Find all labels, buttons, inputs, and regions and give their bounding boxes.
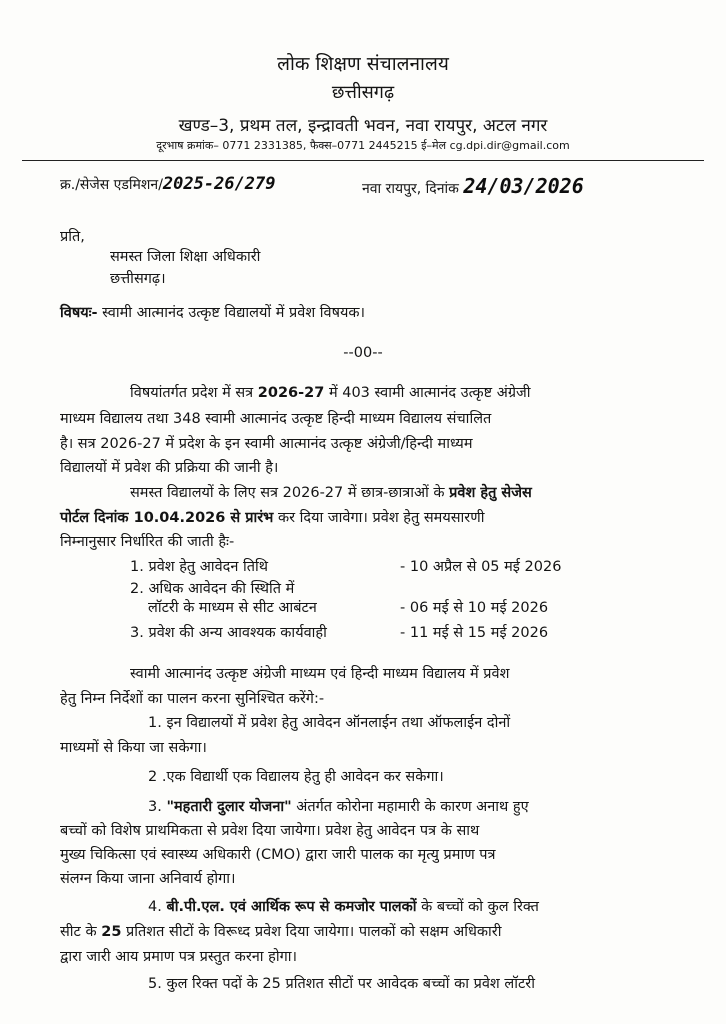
instruction-4-line-1 [148, 896, 539, 916]
instruction-5-line-1: 5. कुल रिक्त पदों के 25 प्रतिशत सीटों पर आवेदक बच्चों का प्रवेश लॉटरी [148, 976, 535, 992]
instruction-3-scheme: "महतारी दुलार योजना" [166, 799, 292, 815]
state-name: छत्तीसगढ़ [331, 82, 395, 103]
subject-line [60, 302, 365, 322]
reference-line [60, 174, 276, 194]
place-date-line [362, 174, 584, 198]
para1-line-2: माध्यम विद्यालय तथा 348 स्वामी आत्मानंद उत्कृष्ट हिन्दी माध्यम विद्यालय संचालित [60, 411, 492, 427]
instruction-3-number: 3. [148, 799, 167, 815]
letter-date: 24/03/2026 [463, 174, 584, 198]
para1-text-c: में 403 स्वामी आत्मानंद उत्कृष्ट अंग्रेजी [324, 385, 531, 401]
office-address: खण्ड–3, प्रथम तल, इन्द्रावती भवन, नवा रायपुर, अटल नगर [178, 116, 548, 136]
office-name: लोक शिक्षण संचालनालय [277, 53, 449, 75]
instruction-4-number: 4. [148, 899, 167, 915]
instruction-4-line-3: द्वारा जारी आय प्रमाण पत्र प्रस्तुत करना होगा। [60, 949, 298, 965]
instruction-3-line-1 [148, 796, 529, 816]
para2-line-1 [130, 482, 532, 502]
instruction-4-text-c: प्रतिशत सीटों के विरूध्द प्रवेश दिया जायेगा। पालकों को सक्षम अधिकारी [121, 924, 502, 940]
para3-line-1: स्वामी आत्मानंद उत्कृष्ट अंग्रेजी माध्यम एवं हिन्दी माध्यम विद्यालय में प्रवेश [130, 666, 510, 682]
contact-line: दूरभाष क्रमांक– 0771 2331385, फैक्स–0771 2445215 ई–मेल cg.dpi.dir@gmail.com [156, 139, 570, 152]
schedule-item-3-label: 3. प्रवेश की अन्य आवश्यक कार्यवाही [130, 625, 327, 641]
para2-text-a: समस्त विद्यालयों के लिए सत्र 2026-27 में छात्र-छात्राओं के [130, 485, 450, 501]
instruction-4-text: के बच्चों को कुल रिक्त [416, 899, 539, 915]
instruction-4-percent: 25 [101, 924, 122, 940]
schedule-item-1-label: 1. प्रवेश हेतु आवेदन तिथि [130, 559, 269, 575]
para1-line-4: विद्यालयों में प्रवेश की प्रक्रिया की जानी है। [60, 460, 279, 476]
instruction-1-line-1: 1. इन विद्यालयों में प्रवेश हेतु आवेदन ऑनलाईन तथा ऑफलाईन दोनों [148, 715, 511, 731]
instruction-3-line-3: मुख्य चिकित्सा एवं स्वास्थ्य अधिकारी (CMO) द्वारा जारी पालक का मृत्यु प्रमाण पत्र [60, 847, 496, 863]
para2-line-3: निम्नानुसार निर्धारित की जाती हैः- [60, 534, 235, 550]
header-divider [22, 160, 704, 161]
para3-line-2: हेतु निम्न निर्देशों का पालन करना सुनिश्चित करेंगे:- [60, 691, 325, 707]
instruction-3-text: अंतर्गत कोरोना महामारी के कारण अनाथ हुए [291, 799, 529, 815]
para1-line-1 [130, 382, 531, 402]
para2-line-2 [60, 507, 484, 527]
para1-line-3: है। सत्र 2026-27 में प्रदेश के इन स्वामी आत्मानंद उत्कृष्ट अंग्रेजी/हिन्दी माध्यम [60, 436, 473, 452]
subject-label: विषयः- [60, 305, 98, 321]
subject-text: स्वामी आत्मानंद उत्कृष्ट विद्यालयों में प्रवेश विषयक। [102, 305, 366, 321]
para2-bold-a: प्रवेश हेतु सेजेस [449, 485, 532, 501]
instruction-3-line-4: संलग्न किया जाना अनिवार्य होगा। [60, 871, 236, 887]
separator: --00-- [343, 345, 383, 361]
instruction-3-line-2: बच्चों को विशेष प्राथमिकता से प्रवेश दिया जायेगा। प्रवेश हेतु आवेदन पत्र के साथ [60, 823, 480, 839]
instruction-4-line-2 [60, 921, 501, 941]
para1-text-a: विषयांतर्गत प्रदेश में सत्र [130, 385, 258, 401]
schedule-item-1-date: - 10 अप्रैल से 05 मई 2026 [400, 559, 562, 575]
schedule-item-2-date: - 06 मई से 10 मई 2026 [400, 600, 549, 616]
recipient-prati: प्रति, [60, 229, 85, 245]
recipient-line-1: समस्त जिला शिक्षा अधिकारी [110, 249, 261, 265]
para2-portal-date: पोर्टल दिनांक 10.04.2026 से प्रारंभ [60, 510, 274, 526]
schedule-item-2-label: 2. अधिक आवेदन की स्थिति में [130, 581, 295, 597]
recipient-line-2: छत्तीसगढ़। [110, 271, 166, 287]
instruction-4-bold: बी.पी.एल. एवं आर्थिक रूप से कमजोर पालकों [166, 899, 417, 915]
instruction-4-text-b: सीट के [60, 924, 102, 940]
para1-session: 2026-27 [257, 385, 325, 401]
schedule-item-3-date: - 11 मई से 15 मई 2026 [400, 625, 549, 641]
schedule-item-2-label-cont: लॉटरी के माध्यम से सीट आबंटन [148, 600, 317, 616]
instruction-1-line-2: माध्यमों से किया जा सकेगा। [60, 740, 207, 756]
reference-number: 2025-26/279 [162, 174, 276, 194]
instruction-2: 2 .एक विद्यार्थी एक विद्यालय हेतु ही आवेदन कर सकेगा। [148, 769, 444, 785]
reference-prefix: क्र./सेजेस एडमिशन/ [60, 177, 163, 193]
place-date-label: नवा रायपुर, दिनांक [362, 181, 459, 197]
para2-text-b: कर दिया जावेगा। प्रवेश हेतु समयसारणी [273, 510, 485, 526]
